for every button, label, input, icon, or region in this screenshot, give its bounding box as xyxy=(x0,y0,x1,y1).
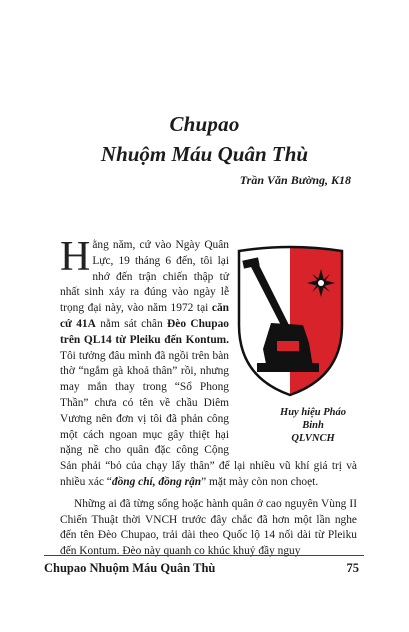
p1-italic-1: đồng chí, đồng rận xyxy=(111,475,202,488)
footer-divider xyxy=(44,555,364,556)
author-byline: Trần Văn Bường, K18 xyxy=(239,173,351,187)
paragraph-2: Những ai đã từng sống hoặc hành quân ở cao nguyên Vùng II Chiến Thuật thời VNCH trước đây chắc đã hơn một lần nghe đến tên Đèo Chupao, trải dài theo Quốc lộ 14 nối dài từ Pleiku đến Kontum. Đèo này quanh co khúc khuỷ đầy nguy xyxy=(60,497,357,558)
running-footer-title: Chupao Nhuộm Máu Quân Thù xyxy=(44,561,216,575)
p1-text-3: Tôi tưởng đâu mình đã ngồi trên bàn thờ “ngắm gà khoả thân” rồi, nhưng may mắn thay trong “Sổ Phong Thần” chưa có tên về chầu Diêm Vương nên đơn vị tôi đã phản công một cách ngoan mục gây thiệt hại nặng nề cho quân đặc công Cộng Sản phải “bỏ của chạy lấy thân” để lại nhiều vũ khí giá trị và nhiều xác “ xyxy=(60,349,357,488)
p1-text-4: ” mặt mày còn non choẹt. xyxy=(201,475,319,488)
chapter-title-line2: Nhuộm Máu Quân Thù xyxy=(100,142,309,166)
p1-bold-2: Đèo Chupao trên QL14 từ Pleiku đến Kontum. xyxy=(60,317,229,346)
caption-line-2: QLVNCH xyxy=(291,433,335,444)
page-number: 75 xyxy=(346,561,359,575)
caption-line-1: Huy hiệu Pháo Binh xyxy=(280,407,346,431)
chapter-title-line1: Chupao xyxy=(169,112,240,136)
artillery-emblem-icon xyxy=(233,245,348,400)
p1-text-1: ằng năm, cứ vào Ngày Quân Lực, 19 tháng 6 đến, tôi lại nhớ đến trận chiến thập tử nhất sinh xảy ra đúng vào ngày lễ trọng đại này, vào năm 1972 tại xyxy=(60,239,229,315)
emblem-caption xyxy=(268,406,358,445)
drop-cap: H xyxy=(60,234,91,280)
p1-text-2: nằm sát chân xyxy=(95,317,168,330)
p1-bold-1: căn cứ 41A xyxy=(60,302,229,330)
